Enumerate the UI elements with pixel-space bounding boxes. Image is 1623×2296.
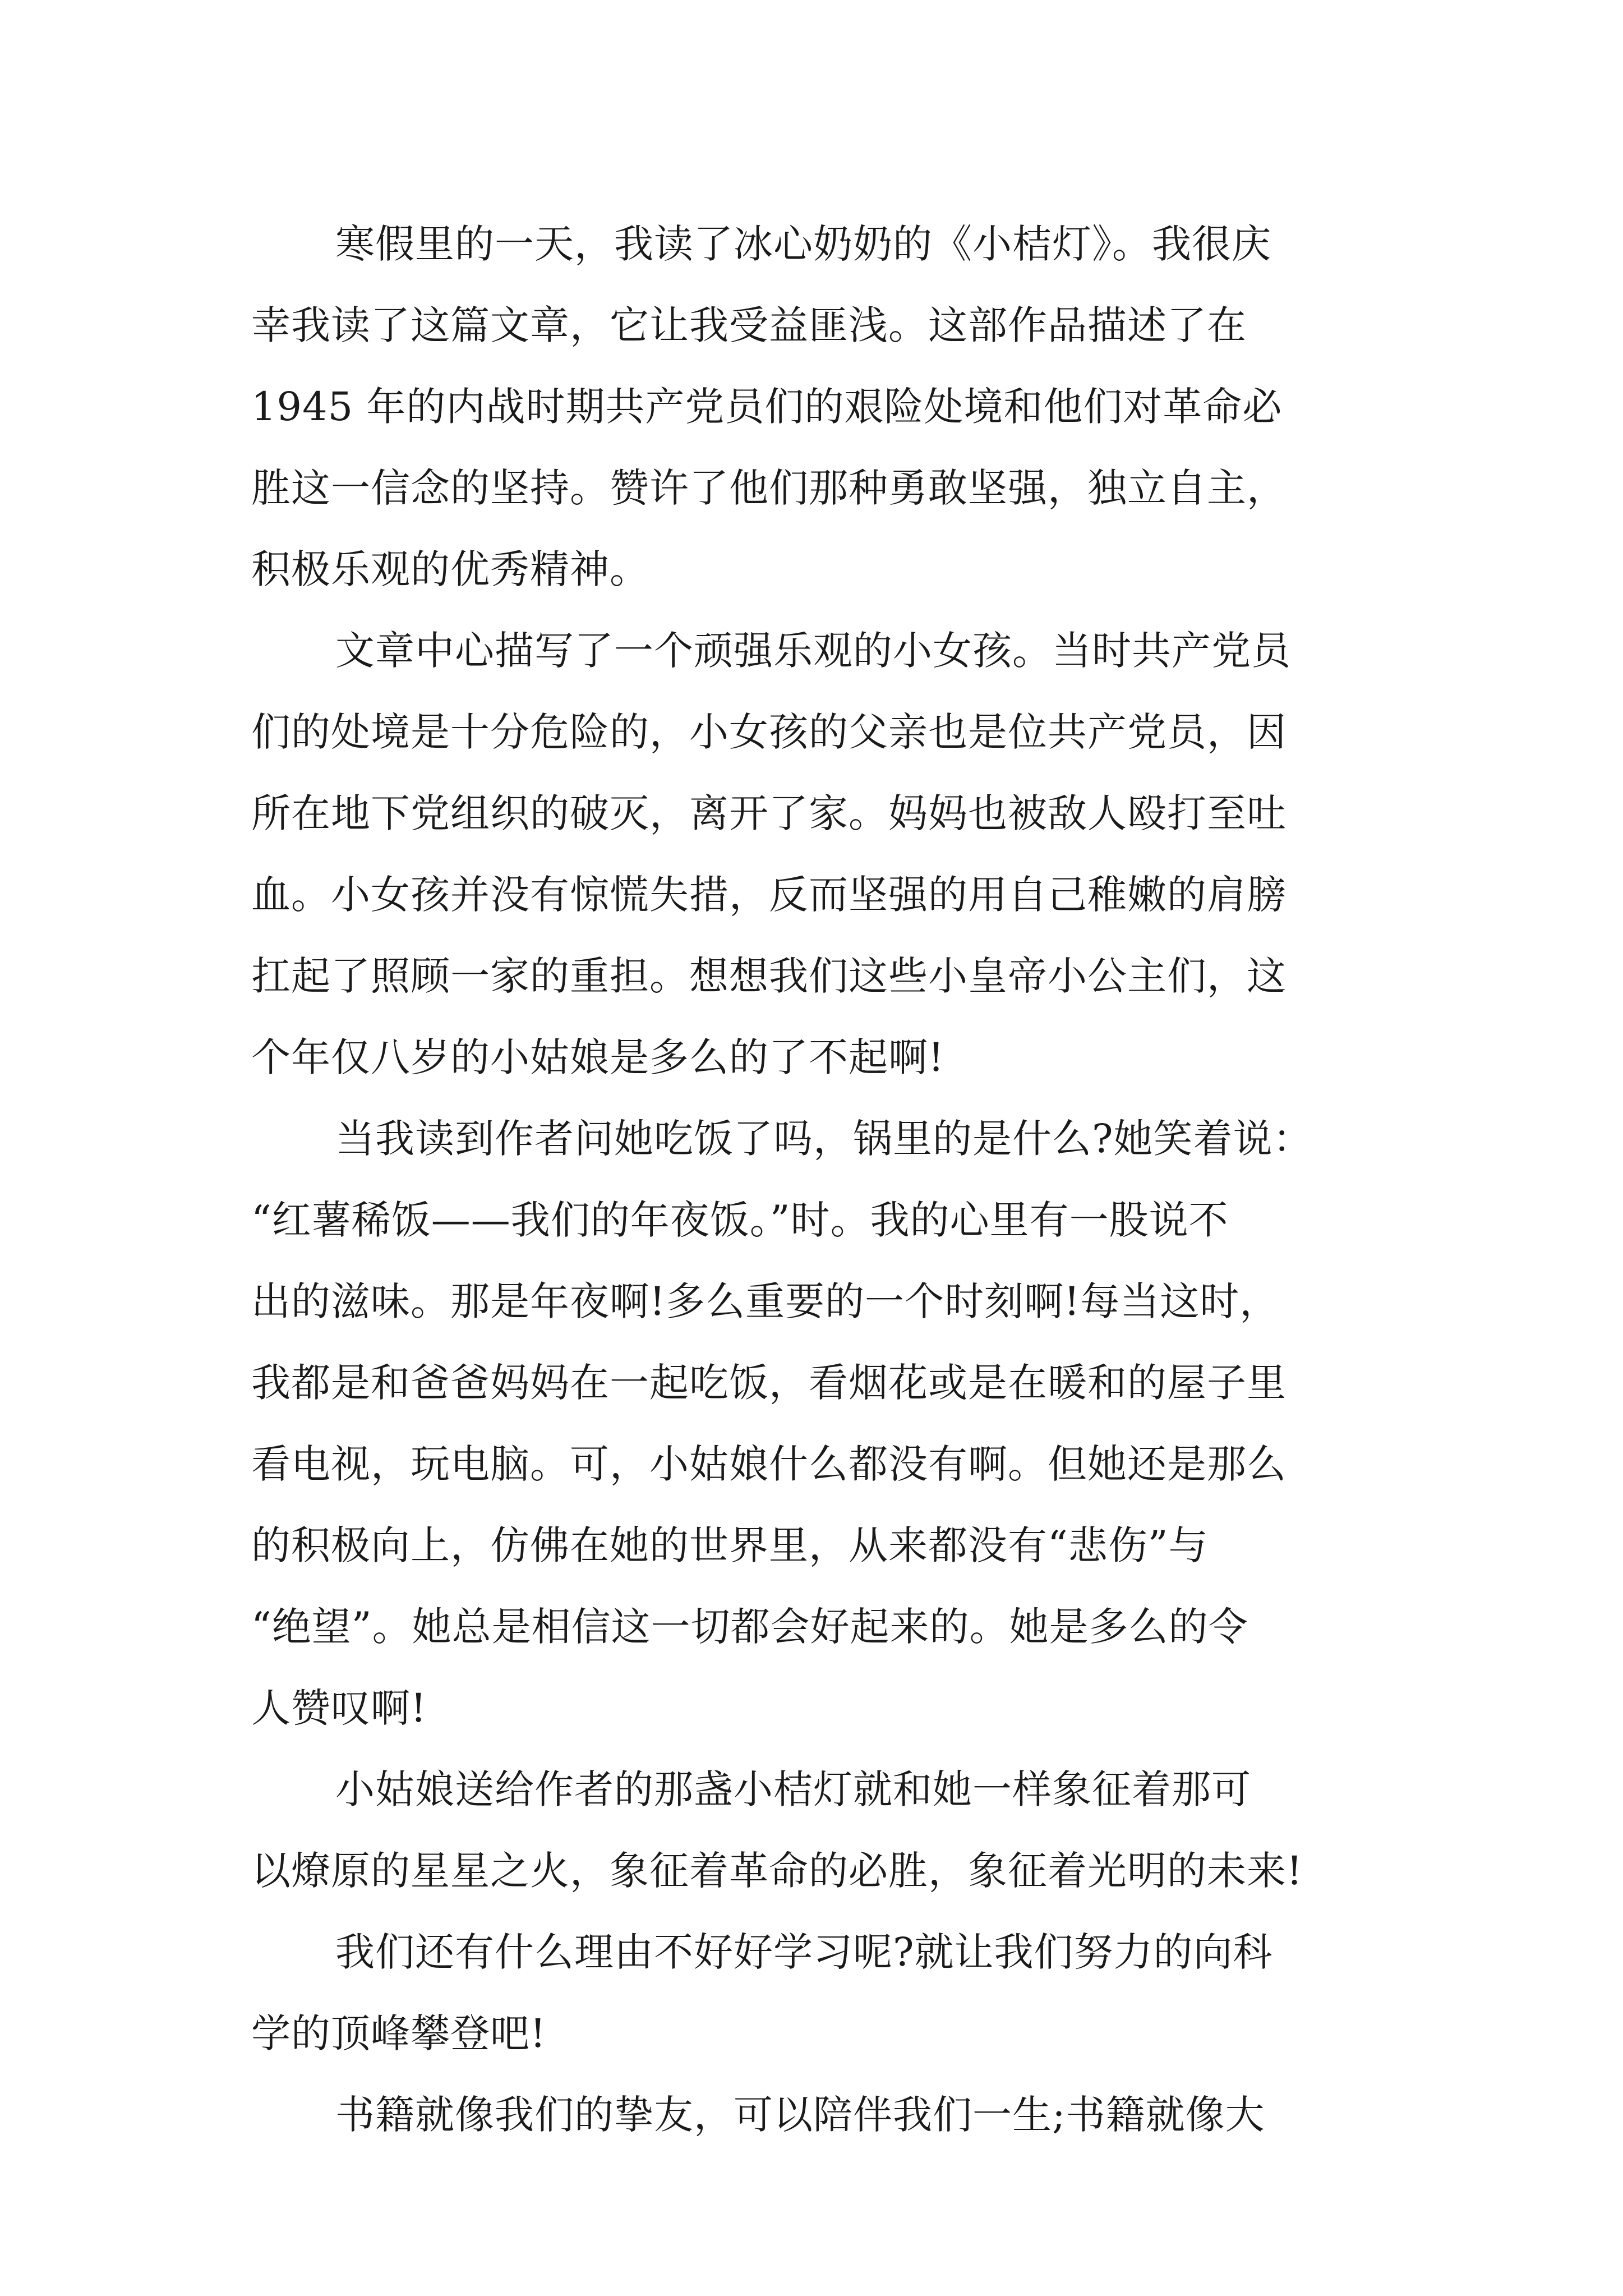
text-line: 出的滋味。那是年夜啊!多么重要的一个时刻啊!每当这时， (251, 1278, 1280, 1324)
text-line: 1945 年的内战时期共产党员们的艰险处境和他们对革命必 (251, 384, 1283, 430)
text-line: 以燎原的星星之火，象征着革命的必胜，象征着光明的未来! (251, 1848, 1303, 1894)
text-line: 胜这一信念的坚持。赞许了他们那种勇敢坚强，独立自主， (251, 465, 1287, 511)
text-line: “红薯稀饭——我们的年夜饭。”时。我的心里有一股说不 (251, 1197, 1229, 1243)
text-line: 当我读到作者问她吃饭了吗，锅里的是什么?她笑着说： (335, 1116, 1313, 1162)
text-line: 血。小女孩并没有惊慌失措，反而坚强的用自己稚嫩的肩膀 (251, 872, 1287, 918)
text-line: 学的顶峰攀登吧! (251, 2010, 547, 2056)
text-line: 们的处境是十分危险的，小女孩的父亲也是位共产党员，因 (251, 709, 1287, 755)
text-line: 我都是和爸爸妈妈在一起吃饭，看烟花或是在暖和的屋子里 (251, 1360, 1287, 1406)
text-line: 所在地下党组织的破灭，离开了家。妈妈也被敌人殴打至吐 (251, 790, 1287, 836)
text-line: “绝望”。她总是相信这一切都会好起来的。她是多么的令 (251, 1604, 1248, 1650)
text-line: 文章中心描写了一个顽强乐观的小女孩。当时共产党员 (335, 628, 1291, 674)
text-line: 书籍就像我们的挚友，可以陪伴我们一生;书籍就像大 (335, 2092, 1265, 2138)
text-line: 寒假里的一天，我读了冰心奶奶的《小桔灯》。我很庆 (335, 221, 1271, 267)
text-line: 幸我读了这篇文章，它让我受益匪浅。这部作品描述了在 (251, 302, 1247, 348)
text-line: 我们还有什么理由不好好学习呢?就让我们努力的向科 (335, 1929, 1273, 1975)
text-line: 扛起了照顾一家的重担。想想我们这些小皇帝小公主们，这 (251, 953, 1287, 999)
text-line: 个年仅八岁的小姑娘是多么的了不起啊! (251, 1034, 945, 1080)
text-line: 积极乐观的优秀精神。 (251, 546, 649, 592)
text-line: 人赞叹啊! (251, 1685, 427, 1731)
text-line: 的积极向上，仿佛在她的世界里，从来都没有“悲伤”与 (251, 1522, 1209, 1568)
text-line: 小姑娘送给作者的那盏小桔灯就和她一样象征着那可 (335, 1766, 1251, 1812)
text-line: 看电视，玩电脑。可，小姑娘什么都没有啊。但她还是那么 (251, 1441, 1287, 1487)
